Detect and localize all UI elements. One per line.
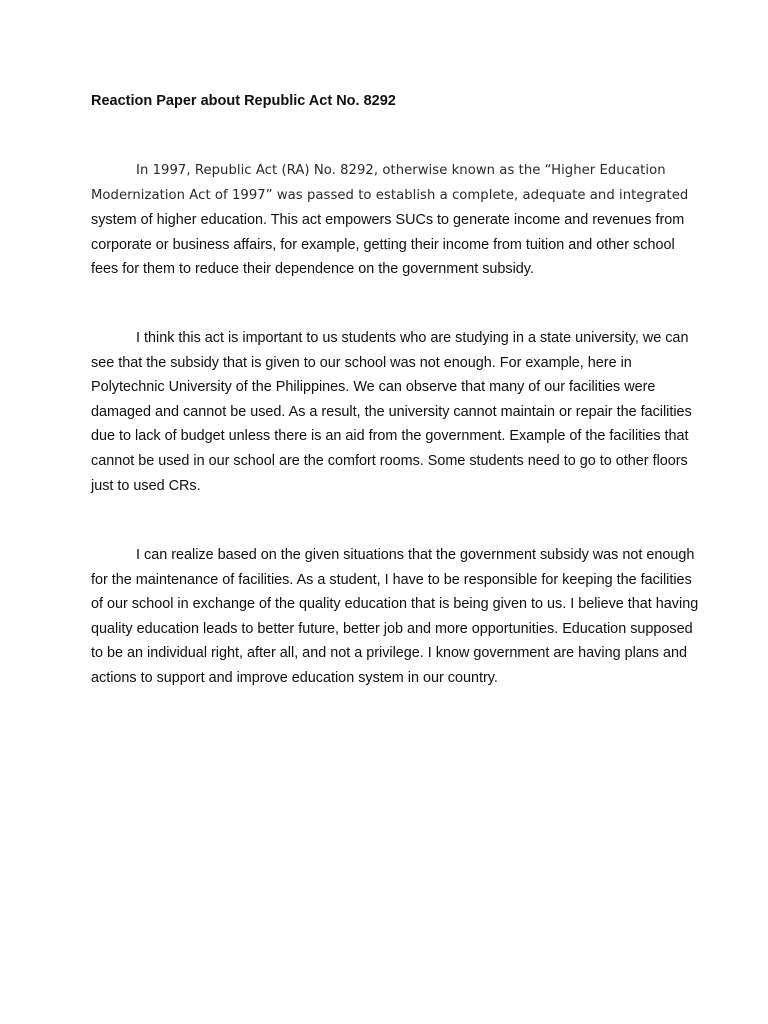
paragraph-line: Polytechnic University of the Philippines. We can observe that many of our facilities were [91, 379, 656, 396]
document-title: Reaction Paper about Republic Act No. 8292 [91, 93, 396, 109]
paragraph-line: for the maintenance of facilities. As a student, I have to be responsible for keeping the facilities [91, 571, 692, 588]
paragraph-3 [91, 543, 699, 691]
paragraph-line: corporate or business affairs, for example, getting their income from tuition and other school [91, 236, 675, 253]
paragraph-line: quality education leads to better future, better job and more opportunities. Education supposed [91, 620, 693, 637]
paragraph-line: cannot be used in our school are the comfort rooms. Some students need to go to other floors [91, 452, 688, 469]
paragraph-line: I can realize based on the given situations that the government subsidy was not enough [136, 547, 695, 563]
paragraph-1 [91, 159, 691, 282]
paragraph-line: actions to support and improve education system in our country. [91, 669, 498, 686]
paragraph-2 [91, 326, 691, 498]
paragraph-line: to be an individual right, after all, and not a privilege. I know government are having plans and [91, 645, 687, 662]
paragraph-line: fees for them to reduce their dependence on the government subsidy. [91, 261, 534, 278]
paragraph-line: due to lack of budget unless there is an aid from the government. Example of the facilities that [91, 428, 689, 445]
paragraph-line: I think this act is important to us students who are studying in a state university, we can [136, 330, 689, 346]
paragraph-line: see that the subsidy that is given to our school was not enough. For example, here in [91, 354, 632, 371]
paragraph-line: just to used CRs. [91, 477, 201, 494]
paragraph-line: In 1997, Republic Act (RA) No. 8292, otherwise known as the “Higher Education [136, 163, 666, 178]
paragraph-line: Modernization Act of 1997” was passed to establish a complete, adequate and integrated [91, 187, 689, 203]
paragraph-line: system of higher education. This act empowers SUCs to generate income and revenues from [91, 212, 685, 229]
paragraph-line: of our school in exchange of the quality education that is being given to us. I believe that having [91, 596, 699, 613]
paragraph-line: damaged and cannot be used. As a result, the university cannot maintain or repair the facilities [91, 403, 692, 420]
